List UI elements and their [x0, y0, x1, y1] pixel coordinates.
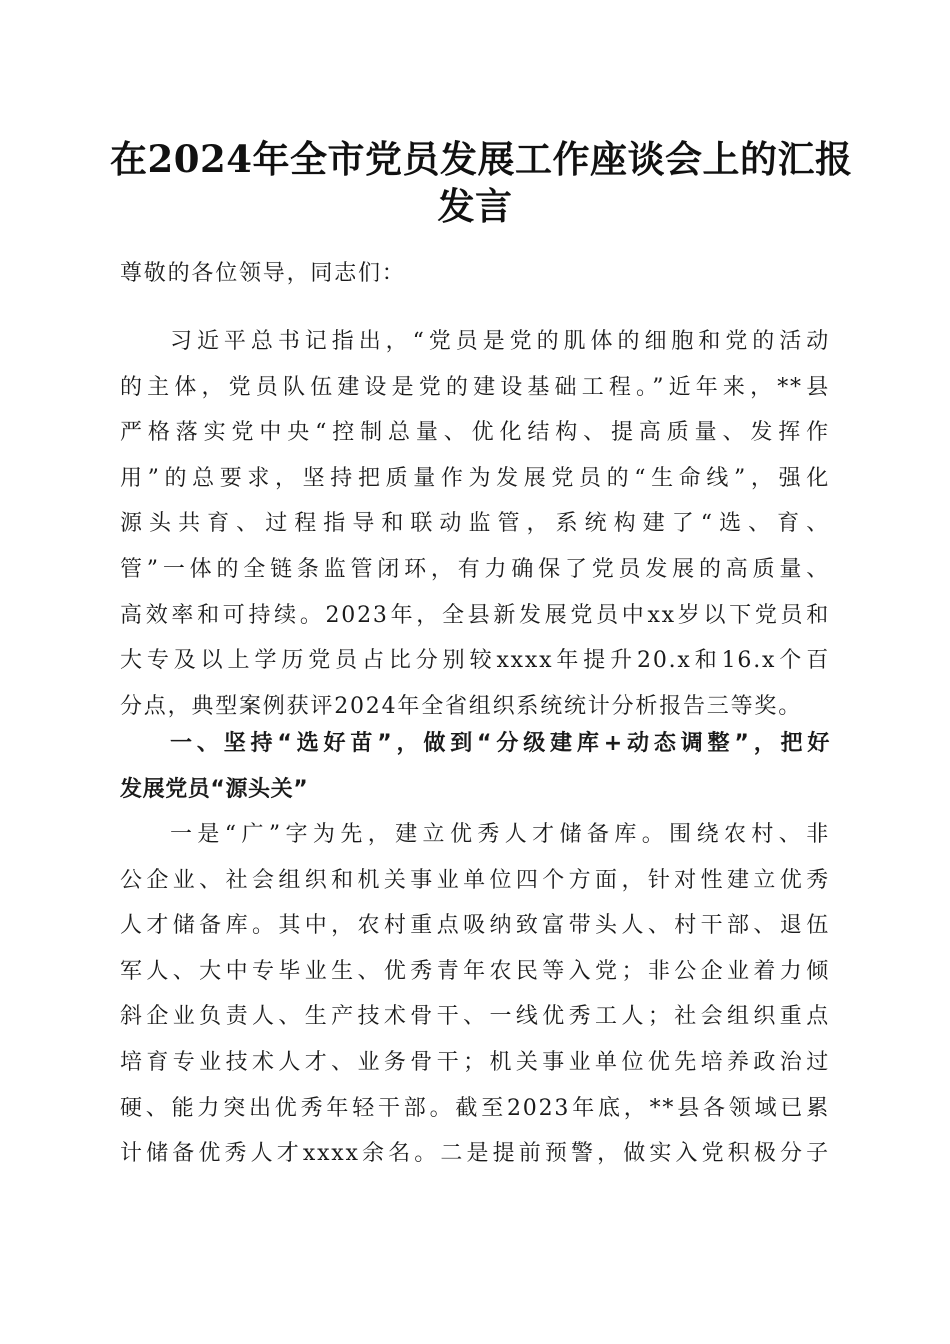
paragraph-line: 培育专业技术人才、业务骨干；机关事业单位优先培养政治过 [120, 1049, 830, 1075]
paragraph-line: 源头共育、过程指导和联动监管，系统构建了“选、育、 [120, 511, 830, 537]
salutation: 尊敬的各位领导，同志们： [120, 261, 406, 286]
paragraph-line: 军人、大中专毕业生、优秀青年农民等入党；非公企业着力倾 [120, 958, 830, 984]
paragraph-line: 硬、能力突出优秀年轻干部。截至2023年底，**县各领域已累 [120, 1095, 830, 1121]
section-heading-1 [120, 721, 830, 812]
paragraph-line: 用”的总要求，坚持把质量作为发展党员的“生命线”，强化 [120, 465, 830, 491]
document-title [110, 136, 853, 230]
paragraph-line: 一是“广”字为先，建立优秀人才储备库。围绕农村、非 [170, 822, 830, 847]
paragraph-line: 计储备优秀人才xxxx余名。二是提前预警，做实入党积极分子 [120, 1141, 830, 1167]
title-line-1: 在2024年全市党员发展工作座谈会上的汇报 [110, 137, 853, 181]
paragraph-line: 习近平总书记指出，“党员是党的肌体的细胞和党的活动 [170, 329, 830, 354]
paragraph-line: 人才储备库。其中，农村重点吸纳致富带头人、村干部、退伍 [120, 913, 830, 939]
paragraph-line: 严格落实党中央“控制总量、优化结构、提高质量、发挥作 [120, 420, 830, 446]
paragraph-line: 管”一体的全链条监管闭环，有力确保了党员发展的高质量、 [120, 556, 830, 582]
paragraph-line: 大专及以上学历党员占比分别较xxxx年提升20.x和16.x个百 [120, 648, 830, 674]
paragraph-line: 分点，典型案例获评2024年全省组织系统统计分析报告三等奖。 [120, 693, 802, 719]
paragraph-line: 公企业、社会组织和机关事业单位四个方面，针对性建立优秀 [120, 867, 830, 893]
heading-line: 发展党员“源头关” [120, 776, 309, 802]
paragraph-line: 的主体，党员队伍建设是党的建设基础工程。”近年来，**县 [120, 374, 830, 400]
heading-line: 一、坚持“选好苗”，做到“分级建库+动态调整”，把好 [170, 731, 830, 756]
paragraph-line: 高效率和可持续。2023年，全县新发展党员中xx岁以下党员和 [120, 602, 830, 628]
paragraph-section-1 [120, 812, 830, 1177]
paragraph-line: 斜企业负责人、生产技术骨干、一线优秀工人；社会组织重点 [120, 1004, 830, 1030]
title-line-2: 发言 [437, 184, 513, 228]
paragraph-intro [120, 319, 830, 729]
